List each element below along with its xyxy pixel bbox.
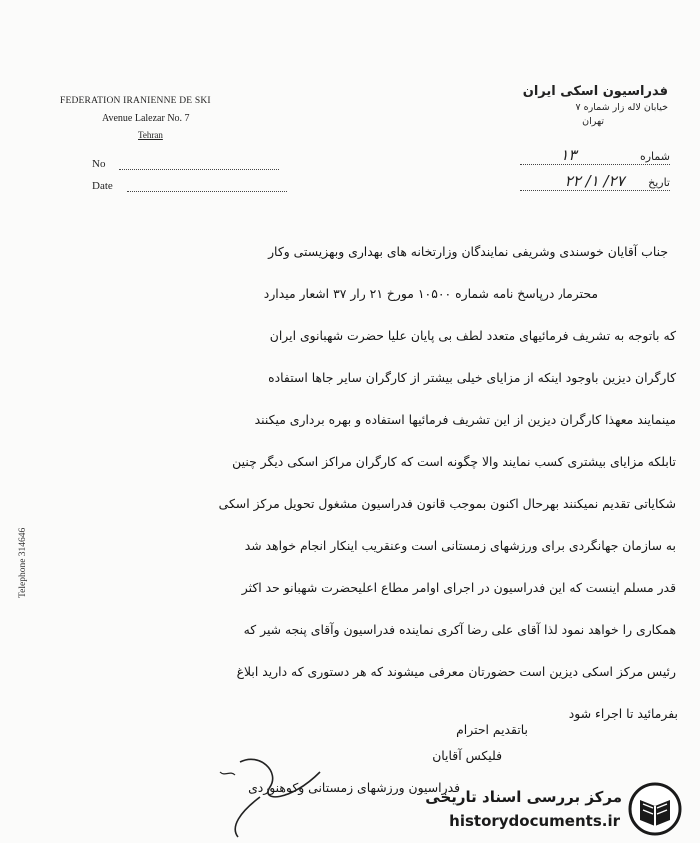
letterhead-city-latin: Tehran	[138, 130, 163, 140]
no-field	[92, 158, 279, 170]
body-line: مینمایند معهذا کارگران دیزین از این تشریف فرمائیها استفاده و بهره برداری میکنند	[254, 412, 676, 427]
letterhead-city-persian: تهران	[582, 116, 604, 127]
closing-line-3: فدراسیون ورزشهای زمستانی وکوهنوردی	[248, 780, 460, 795]
persian-date-value: ۲۷/ ۱/ ۲۲	[564, 172, 625, 190]
watermark	[422, 782, 692, 836]
date-field	[92, 180, 287, 192]
date-label: Date	[92, 180, 113, 192]
watermark-title: مرکز بررسی اسناد تاریخی	[425, 788, 622, 806]
body-line: قدر مسلم اینست که این فدراسیون در اجرای اوامر مطاع اعلیحضرت شهبانو حد اکثر	[241, 580, 676, 595]
telephone-vertical: Telephone 314646	[18, 527, 28, 598]
body-line: رئیس مرکز اسکی دیزین است حضورتان معرفی میشوند که هر دستوری که دارید ابلاغ	[236, 664, 676, 679]
body-line: محترما٫ درپاسخ نامه شماره ۱۰۵۰۰ مورخ ۲۱ رار ۳۷ اشعار میدارد	[263, 286, 598, 301]
closing-line-2: فلیکس آقایان	[432, 748, 502, 763]
number-label: شماره	[639, 150, 670, 163]
number-field	[520, 146, 670, 165]
letterhead-latin	[60, 96, 260, 140]
watermark-url: historydocuments.ir	[449, 812, 620, 830]
persian-date-field	[520, 172, 670, 191]
closing-line-1: باتقدیم احترام	[456, 722, 528, 737]
body-line: به سازمان جهانگردی برای ورزشهای زمستانی است وعنقریب اینکار انجام خواهد شد	[244, 538, 676, 553]
letterhead-address-persian: خیابان لاله زار شماره ۷	[575, 102, 668, 113]
letterhead-persian	[488, 84, 668, 127]
book-logo-icon	[628, 782, 682, 836]
persian-date-label: تاریخ	[648, 176, 670, 189]
body-line: بفرمائید تا اجراء شود	[568, 706, 678, 721]
body-line: که باتوجه به تشریف فرمائیهای متعدد لطف بی پایان علیا حضرت شهبانوی ایران	[269, 328, 676, 343]
body-line: شکایاتی تقدیم نمیکنند بهرحال اکنون بموجب قانون فدراسیون مشغول تحویل مرکز اسکی	[218, 496, 676, 511]
signature-scrawl	[200, 742, 360, 842]
body-line: تابلکه مزایای بیشتری کسب نمایند والا چگونه است که کارگران مراکز اسکی دیگر چنین	[232, 454, 676, 469]
no-label: No	[92, 158, 106, 170]
body-line: همکاری را خواهد نمود لذا آقای علی رضا آکری نماینده فدراسیون وآقای پنجه شیر که	[243, 622, 676, 637]
letterhead-org-latin: FEDERATION IRANIENNE DE SKI	[60, 96, 211, 106]
no-dotted-line	[119, 160, 279, 170]
salutation: جناب آقایان خوسندی وشریفی نمایندگان وزارتخانه های بهداری وبهزیستی وکار	[268, 244, 668, 259]
letterhead-address-latin: Avenue Lalezar No. 7	[102, 113, 190, 124]
number-value: ۱۳	[560, 146, 577, 164]
date-dotted-line	[127, 182, 287, 192]
body-line: کارگران دیزین باوجود اینکه از مزایای خیلی بیشتر از کارگران سایر جاها استفاده	[268, 370, 676, 385]
letterhead-org-persian: فدراسیون اسکی ایران	[522, 84, 668, 99]
